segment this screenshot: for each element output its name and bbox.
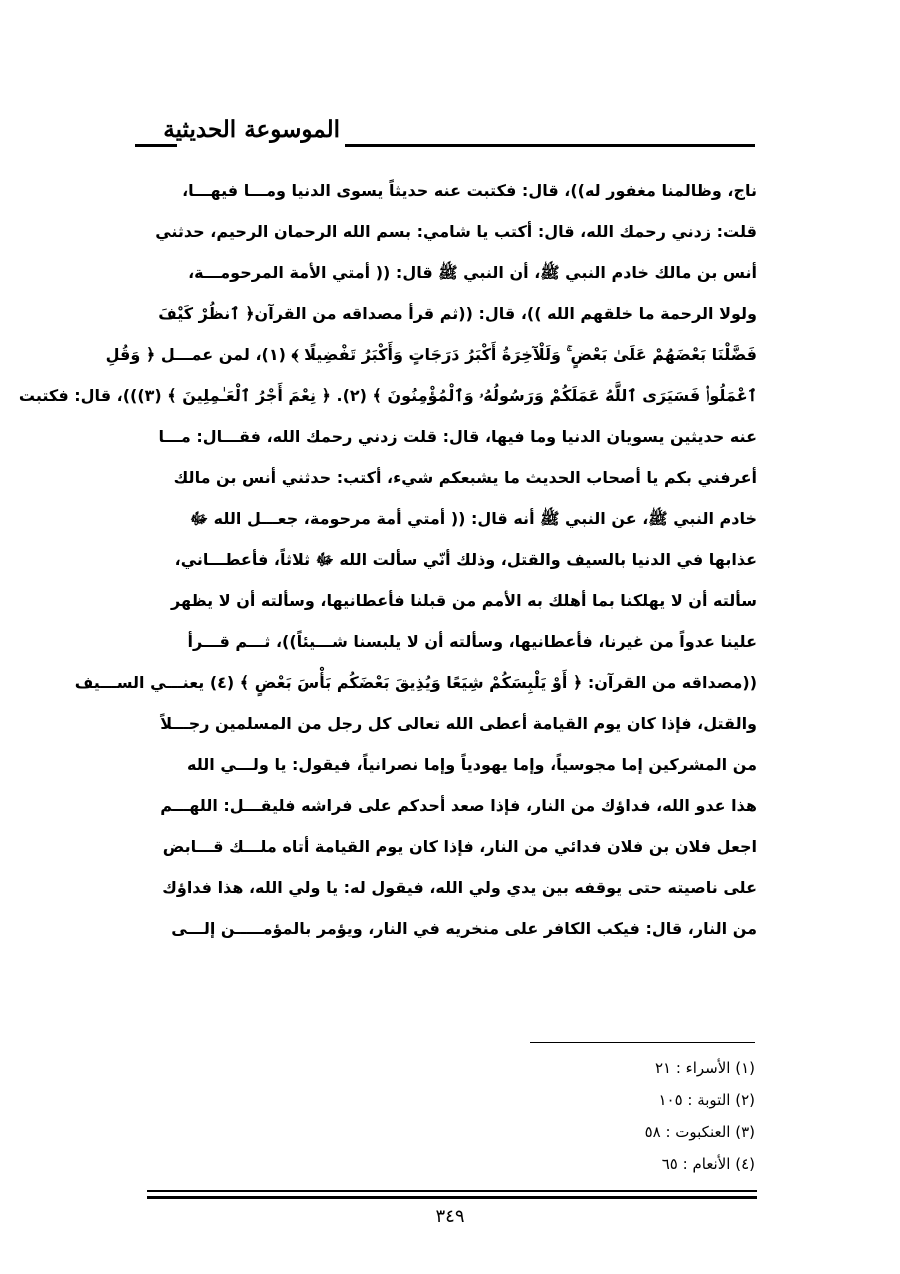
text-line: عنه حديثين يسويان الدنيا وما فيها، قال: قلت زدني رحمك الله، فقـــال: مـــا — [158, 427, 757, 446]
footnotes — [520, 1052, 755, 1180]
footnote: (٢) التوبة : ١٠٥ — [658, 1091, 755, 1109]
running-header-title: الموسوعة الحديثية — [163, 116, 340, 143]
text-line: عذابها في الدنيا بالسيف والقتل، وذلك أنّي سألت الله ﷻ ثلاثاً، فأعطـــاني، — [174, 550, 757, 569]
text-line: خادم النبي ﷺ، عن النبي ﷺ أنه قال: (( أمتي أمة مرحومة، جعـــل الله ﷻ — [190, 509, 757, 528]
text-line: ((مصداقه من القرآن: ﴿ أَوْ يَلْبِسَكُمْ شِيَعًا وَيُذِيقَ بَعْضَكُم بَأْسَ بَعْضٍ ﴾ (٤) يعنـــي الســـيف — [74, 673, 757, 692]
text-line: ولولا الرحمة ما خلقهم الله ))، قال: ((ثم قرأ مصداقه من القرآن﴿ ٱنظُرْ كَيْفَ — [158, 304, 757, 323]
footer-rule-thin — [147, 1190, 757, 1192]
text-line: أنس بن مالك خادم النبي ﷺ، أن النبي ﷺ قال: (( أمتي الأمة المرحومـــة، — [188, 263, 757, 282]
header-rule-left — [135, 144, 177, 147]
text-line: فَضَّلْنَا بَعْضَهُمْ عَلَىٰ بَعْضٍ ۚ وَلَلْآخِرَةُ أَكْبَرُ دَرَجَاتٍ وَأَكْبَرُ تَفْضِيلًا ﴾ (١)، لمن عمـــل ﴿ وَقُلِ — [105, 345, 757, 364]
footer-rule-thick — [147, 1196, 757, 1199]
footnote: (٣) العنكبوت : ٥٨ — [644, 1123, 755, 1141]
text-line: على ناصيته حتى يوقفه بين يدي ولي الله، فيقول له: يا ولي الله، هذا فداؤك — [162, 878, 757, 897]
text-line: علينا عدواً من غيرنا، فأعطانيها، وسألته أن لا يلبسنا شـــيئاً))، ثـــم قـــرأ — [187, 632, 757, 651]
text-line: ناج، وظالمنا مغفور له))، قال: فكتبت عنه حديثاً يسوى الدنيا ومـــا فيهـــا، — [182, 181, 757, 200]
text-line: قلت: زدني رحمك الله، قال: أكتب يا شامي: بسم الله الرحمان الرحيم، حدثني — [155, 222, 757, 241]
page-number: ٣٤٩ — [435, 1206, 465, 1227]
text-line: من المشركين إما مجوسياً، وإما يهودياً وإما نصرانياً، فيقول: يا ولـــي الله — [187, 755, 757, 774]
text-line: هذا عدو الله، فداؤك من النار، فإذا صعد أحدكم على فراشه فليقـــل: اللهـــم — [160, 796, 757, 815]
footnote: (٤) الأنعام : ٦٥ — [661, 1155, 755, 1173]
text-line: أعرفني بكم يا أصحاب الحديث ما يشبعكم شيء، أكتب: حدثني أنس بن مالك — [173, 468, 757, 487]
header-rule-right — [345, 144, 755, 147]
text-line: والقتل، فإذا كان يوم القيامة أعطى الله تعالى كل رجل من المسلمين رجـــلاً — [160, 714, 757, 733]
text-line: اجعل فلان بن فلان فدائي من النار، فإذا كان يوم القيامة أتاه ملـــك قـــابض — [162, 837, 757, 856]
footnote: (١) الأسراء : ٢١ — [654, 1059, 755, 1077]
text-line: ٱعْمَلُوا۟ فَسَيَرَى ٱللَّهُ عَمَلَكُمْ وَرَسُولُهُۥ وَٱلْمُؤْمِنُونَ ﴾ (٢). ﴿ نِعْمَ أَجْرُ ٱلْعَـٰمِلِينَ ﴾ (٣)))، قال: فكتبت — [18, 386, 757, 405]
footnote-separator — [530, 1042, 755, 1043]
body-text — [18, 170, 757, 949]
text-line: سألته أن لا يهلكنا بما أهلك به الأمم من قبلنا فأعطانيها، وسألته أن لا يظهر — [171, 591, 757, 610]
text-line: من النار، قال: فيكب الكافر على منخريه في النار، ويؤمر بالمؤمـــــن إلـــى — [171, 919, 757, 938]
